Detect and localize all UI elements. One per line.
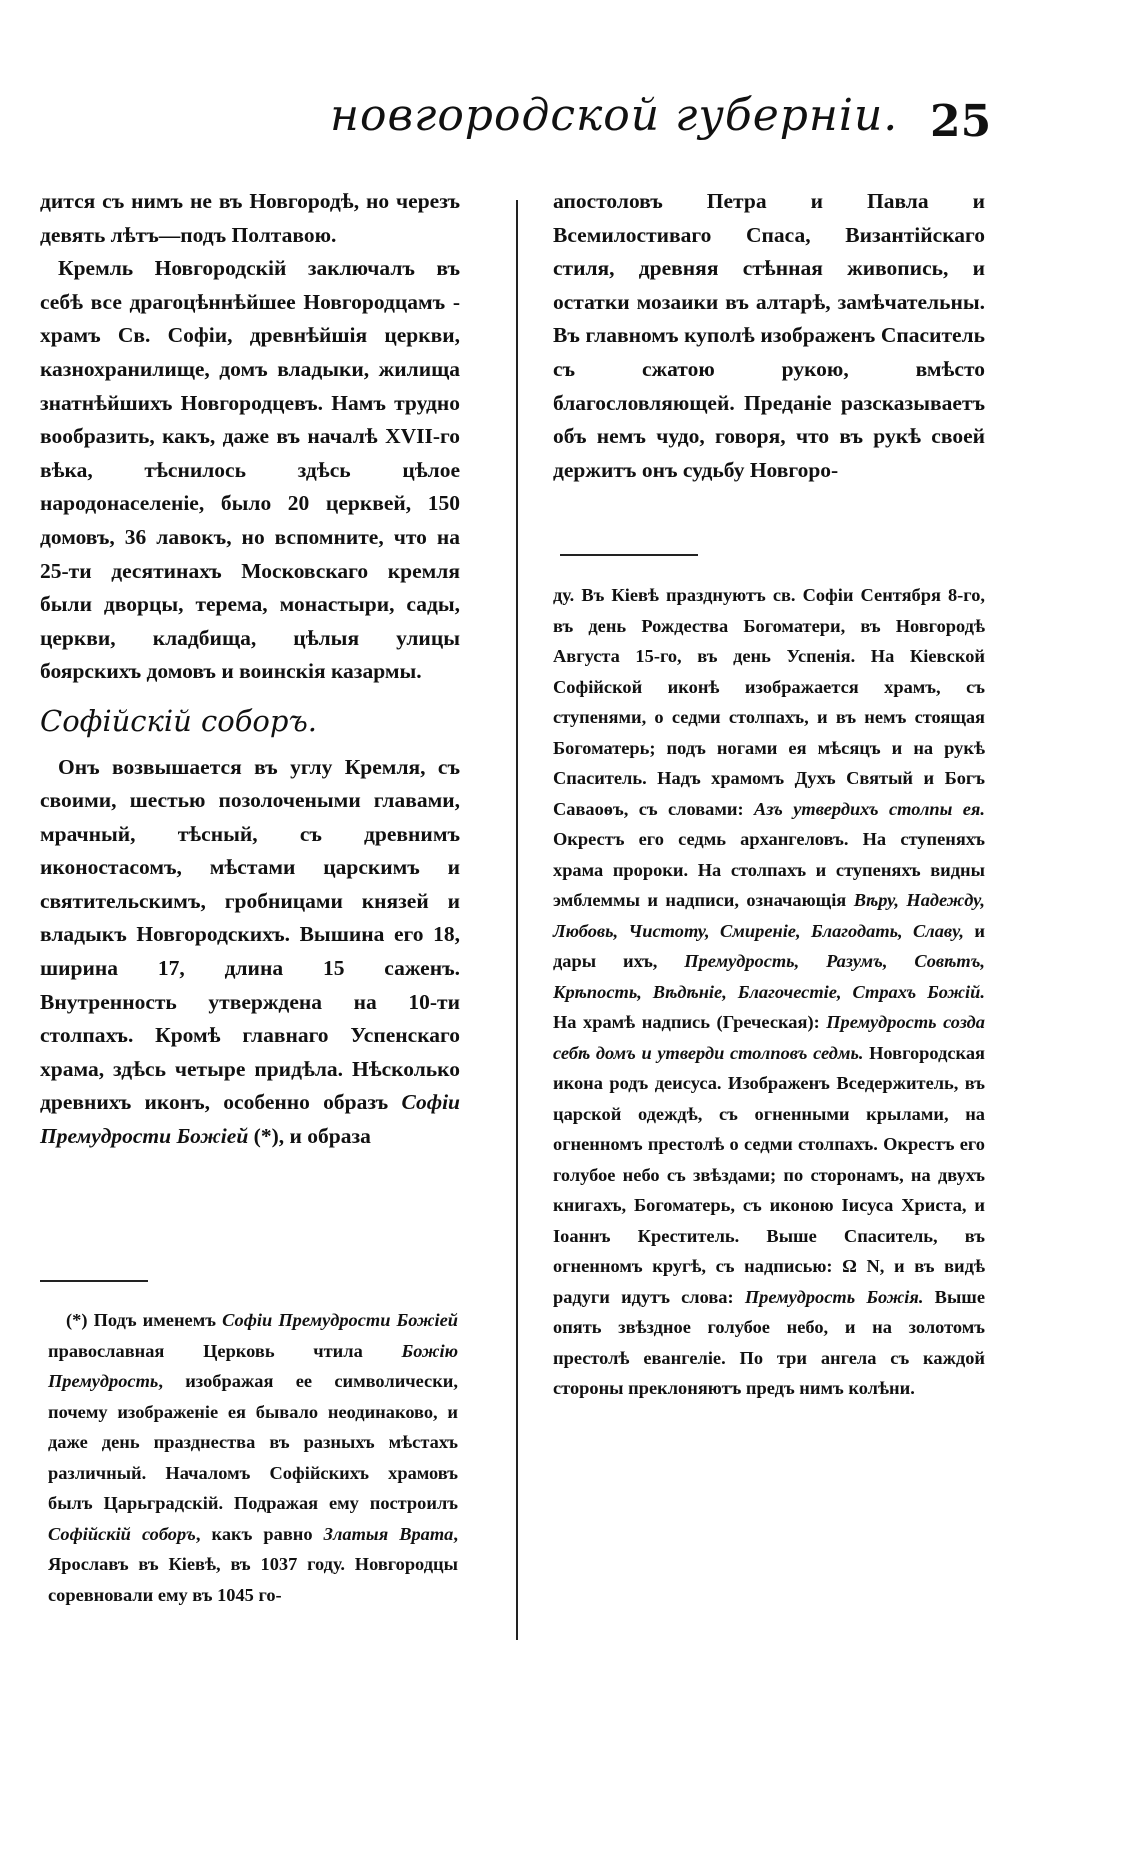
cathedral-text: Онъ возвышается въ углу Кремля, съ своими, шестью позолочеными главами, мрачный, тѣсный, съ древнимъ иконостасомъ, мѣстами царскимъ и святительскимъ, гробницами князей и владыкъ Новгородскихъ. Вышина его 18, ширина 17, длина 15 саженъ. Внутренность утверждена на 10-ти столпахъ. Кромѣ главнаго Успенскаго храма, здѣсь четыре придѣла. Нѣсколько древнихъ иконъ, особенно образъ xyxy=(40,754,460,1115)
rfn-text-4: На храмѣ надпись (Греческая): xyxy=(553,1012,820,1032)
rfn-italic-2: Вѣру, Надежду, Любовь, Чистоту, Смиреніе, Благодать, Славу, xyxy=(553,890,985,941)
fn-text-5: , Ярославъ въ Кіевѣ, въ 1037 году. Новгородцы соревновали ему въ 1045 го- xyxy=(48,1523,458,1605)
right-footnote-rule xyxy=(560,554,698,556)
left-paragraph-continuation: дится съ нимъ не въ Новгородѣ, но черезъ девять лѣтъ—подъ Полтавою. xyxy=(40,189,460,247)
cathedral-icon-name: Софіи Премудрости Божіей xyxy=(40,1090,461,1149)
rfn-text-5: Новгородская икона родъ деисуса. Изображенъ Вседержитель, въ царской одеждѣ, съ огненными крылами, на огненномъ престолѣ о седми столпахъ. Окрестъ его голубое небо съ звѣздами; по сторонамъ, на двухъ книгахъ, Богоматерь, съ иконою Іисуса Христа, и Іоаннъ Креститель. Выше Спаситель, въ огненномъ кругѣ, съ надписью: Ω N, и въ видѣ радуги идутъ слова: xyxy=(553,1042,985,1307)
page-number: 25 xyxy=(930,96,992,147)
rfn-text-2: Окрестъ его седмь архангеловъ. На ступеняхъ храма пророки. На столпахъ и ступеняхъ видны эмблеммы и надписи, означающія xyxy=(553,829,985,910)
fn-text-2: православная Церковь чтила xyxy=(48,1340,363,1361)
right-footnote-text xyxy=(553,580,985,1404)
left-footnote xyxy=(48,1305,458,1610)
left-paragraph-cathedral xyxy=(40,751,460,1154)
running-header-title: новгородской губерніи. xyxy=(330,90,899,141)
left-column xyxy=(40,185,460,1154)
left-footnote-rule xyxy=(40,1280,148,1282)
fn-text-4: , какъ равно xyxy=(195,1523,313,1544)
right-column xyxy=(553,185,985,487)
fn-text-3: , изображая ее символически, почему изображеніе ея бывало неодинаково, и даже день празднества въ разныхъ мѣстахъ различный. Началомъ Софійскихъ храмовъ былъ Царьградскій. Подражая ему построилъ xyxy=(48,1371,458,1513)
rfn-italic-5: Премудрость Божія. xyxy=(744,1286,924,1307)
cathedral-text-end: (*), и образа xyxy=(253,1124,371,1149)
fn-italic-4: Златыя Врата xyxy=(323,1523,454,1544)
left-paragraph-kremlin: Кремль Новгородскій заключалъ въ себѣ все драгоцѣннѣйшее Новгородцамъ - храмъ Св. Софіи, древнѣйшія церкви, казнохранилище, домъ владыки, жилища знатнѣйшихъ Новгородцевъ. Намъ трудно вообразить, какъ, даже въ началѣ XVII-го вѣка, тѣснилось здѣсь цѣлое народонаселеніе, было 20 церквей, 150 домовъ, 36 лавокъ, но вспомните, что на 25-ти десятинахъ Московскаго кремля были дворцы, терема, монастыри, сады, церкви, кладбища, цѣлыя улицы боярскихъ домовъ и воинскія казармы. xyxy=(40,256,460,684)
rfn-italic-4: Премудрость созда себѣ домъ и утверди столповъ седмь. xyxy=(553,1012,985,1063)
left-footnote-text xyxy=(48,1305,458,1610)
section-heading: Софійскій соборъ. xyxy=(40,703,318,738)
rfn-text-6: Выше опять звѣздное голубое небо, и на золотомъ престолѣ евангеліе. По три ангела съ каждой стороны преклоняютъ предъ нимъ колѣни. xyxy=(553,1286,985,1398)
right-paragraph: апостоловъ Петра и Павла и Всемилостиваго Спаса, Византійскаго стиля, древняя стѣнная живопись, и остатки мозаики въ алтарѣ, замѣчательны. Въ главномъ куполѣ изображенъ Спаситель съ сжатою рукою, вмѣсто благословляющей. Преданіе разсказываетъ объ немъ чудо, говоря, что въ рукѣ своей держитъ онъ судьбу Новгоро- xyxy=(553,189,985,482)
fn-italic-1: Софіи Премудрости Божіей xyxy=(222,1310,458,1330)
fn-italic-2: Божію Премудрость xyxy=(48,1340,458,1391)
rfn-italic-1: Азъ утвердихъ столпы ея. xyxy=(753,798,985,819)
rfn-text-3: и дары ихъ, xyxy=(553,920,985,971)
rfn-text-1: ду. Въ Кіевѣ празднуютъ св. Софіи Сентября 8-го, въ день Рождества Богоматери, въ Новгородѣ Августа 15-го, въ день Успенія. На Кіевской Софійской иконѣ изображается храмъ, съ ступенями, о седми столпахъ, и въ немъ стоящая Богоматерь; подъ ногами ея мѣсяцъ и на рукѣ Спаситель. Надъ храмомъ Духъ Святый и Богъ Саваоѳъ, съ словами: xyxy=(553,585,985,819)
right-footnote xyxy=(553,580,985,1404)
column-divider xyxy=(516,200,518,1640)
fn-italic-3: Софійскій соборъ xyxy=(48,1523,196,1544)
rfn-italic-3: Премудрость, Разумъ, Совѣтъ, Крѣпость, Вѣдѣніе, Благочестіе, Страхъ Божій. xyxy=(553,951,985,1002)
fn-text-1: (*) Подъ именемъ xyxy=(66,1310,216,1330)
